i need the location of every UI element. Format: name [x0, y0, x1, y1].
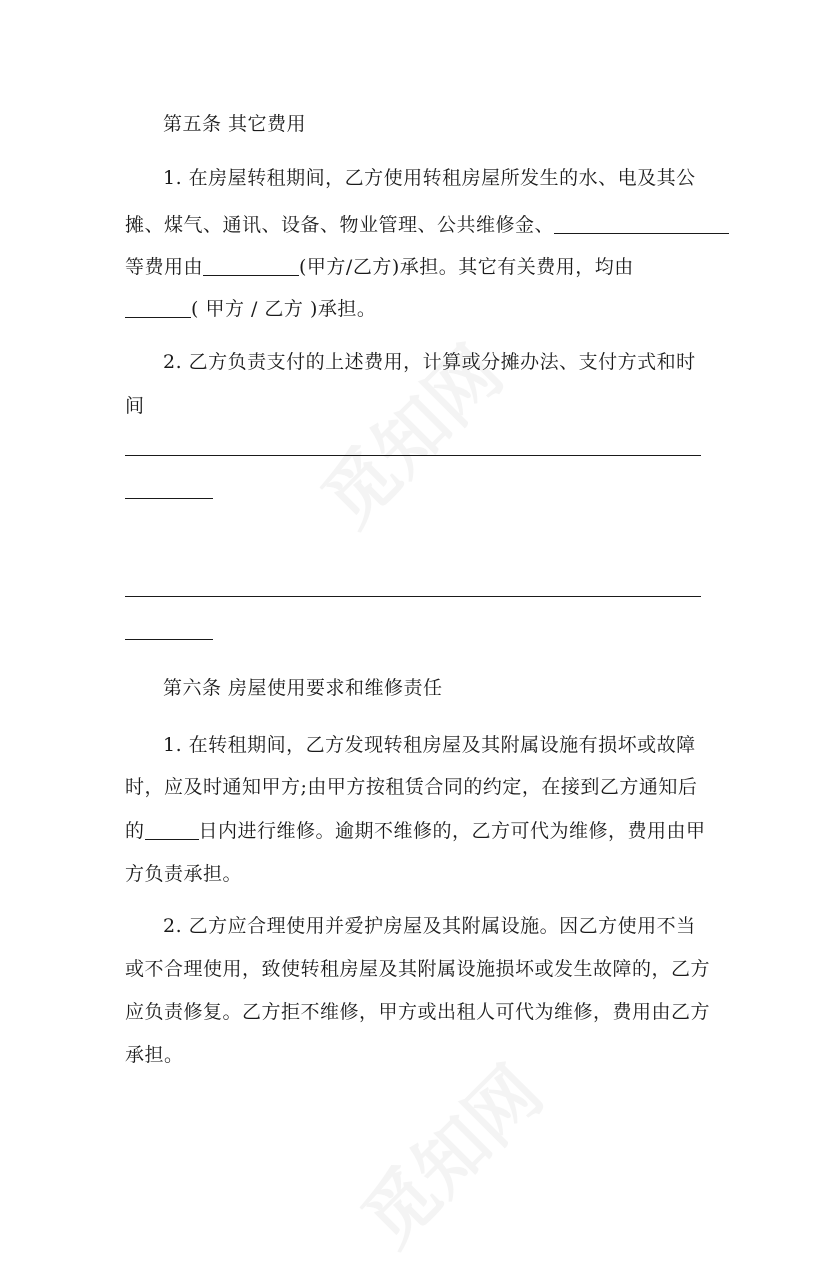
payment-method-rule-2 — [125, 498, 213, 499]
article5-p2-line1: 2. 乙方负责支付的上述费用，计算或分摊办法、支付方式和时 — [163, 351, 696, 373]
article6-p1-line3a: 的 — [125, 820, 145, 842]
article5-p2-line2: 间 — [125, 395, 145, 417]
other-fee-bearer-blank — [125, 297, 191, 318]
article5-p1-line1: 1. 在房屋转租期间，乙方使用转租房屋所发生的水、电及其公 — [163, 167, 696, 189]
fee-items-blank — [554, 213, 729, 234]
article6-p2-line3: 应负责修复。乙方拒不维修，甲方或出租人可代为维修，费用由乙方 — [125, 1001, 711, 1023]
article6-p2-line4: 承担。 — [125, 1044, 184, 1066]
article6-p1-line3b: 日内进行维修。逾期不维修的，乙方可代为维修，费用由甲 — [198, 820, 706, 842]
article6-p2-line2: 或不合理使用，致使转租房屋及其附属设施损坏或发生故障的，乙方 — [125, 958, 711, 980]
article5-p1-line3 — [125, 253, 634, 281]
article5-title: 第五条 其它费用 — [163, 113, 307, 135]
watermark-logo-bottom — [335, 1039, 561, 1265]
payment-method-rule-3 — [125, 596, 701, 597]
article5-p1-line4-text: ( 甲方 / 乙方 )承担。 — [191, 298, 377, 320]
article6-p1-line3 — [125, 817, 706, 845]
article5-p1-line4 — [125, 295, 376, 323]
article6-p1-line4: 方负责承担。 — [125, 863, 243, 885]
article5-p1-line2-text: 摊、煤气、通讯、设备、物业管理、公共维修金、 — [125, 214, 555, 236]
article5-p1-line2 — [125, 211, 729, 239]
article5-p1-line3a: 等费用由 — [125, 256, 204, 278]
repair-days-blank — [145, 819, 199, 840]
payment-method-rule-1 — [125, 455, 701, 456]
article6-p2-line1: 2. 乙方应合理使用并爱护房屋及其附属设施。因乙方使用不当 — [163, 915, 696, 937]
article6-p1-line1: 1. 在转租期间，乙方发现转租房屋及其附属设施有损坏或故障 — [163, 734, 696, 756]
article6-title: 第六条 房屋使用要求和维修责任 — [163, 677, 443, 699]
article6-p1-line2: 时，应及时通知甲方;由甲方按租赁合同的约定，在接到乙方通知后 — [125, 776, 698, 798]
article5-p1-line3b: (甲方/乙方)承担。其它有关费用，均由 — [299, 256, 634, 278]
fee-bearer-blank — [203, 255, 299, 276]
payment-method-rule-4 — [125, 639, 213, 640]
